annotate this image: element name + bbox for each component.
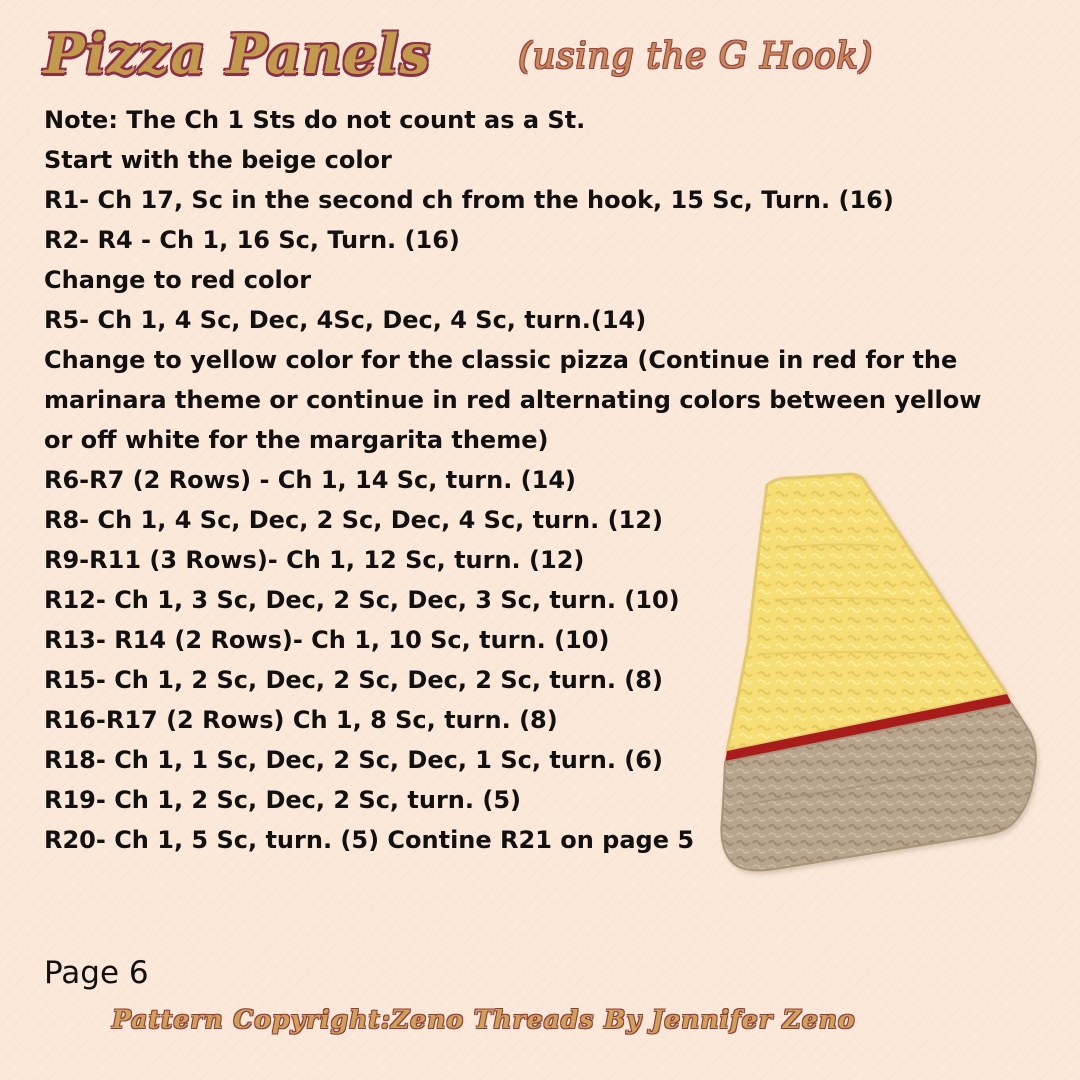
crochet-pizza-slice-icon bbox=[720, 470, 1050, 880]
instruction-line: R12- Ch 1, 3 Sc, Dec, 2 Sc, Dec, 3 Sc, turn. (10) bbox=[44, 586, 680, 614]
instruction-line: or off white for the margarita theme) bbox=[44, 426, 549, 454]
instruction-line: marinara theme or continue in red alternating colors between yellow bbox=[44, 386, 982, 414]
instruction-line: R13- R14 (2 Rows)- Ch 1, 10 Sc, turn. (10) bbox=[44, 626, 610, 654]
title-row bbox=[44, 22, 1044, 98]
instruction-line: R6-R7 (2 Rows) - Ch 1, 14 Sc, turn. (14) bbox=[44, 466, 577, 494]
page-number: Page 6 bbox=[44, 955, 149, 991]
instruction-line: R2- R4 - Ch 1, 16 Sc, Turn. (16) bbox=[44, 226, 460, 254]
instruction-line: R19- Ch 1, 2 Sc, Dec, 2 Sc, turn. (5) bbox=[44, 786, 521, 814]
instruction-line: R16-R17 (2 Rows) Ch 1, 8 Sc, turn. (8) bbox=[44, 706, 558, 734]
instruction-line: R5- Ch 1, 4 Sc, Dec, 4Sc, Dec, 4 Sc, turn.(14) bbox=[44, 306, 647, 334]
instruction-line: R1- Ch 17, Sc in the second ch from the hook, 15 Sc, Turn. (16) bbox=[44, 186, 894, 214]
page-title: Pizza Panels bbox=[44, 22, 431, 86]
instruction-line: R8- Ch 1, 4 Sc, Dec, 2 Sc, Dec, 4 Sc, turn. (12) bbox=[44, 506, 663, 534]
pizza-slice-svg bbox=[720, 470, 1050, 880]
instruction-line: R20- Ch 1, 5 Sc, turn. (5) Contine R21 on page 5 bbox=[44, 826, 695, 854]
instruction-line: Change to red color bbox=[44, 266, 312, 294]
pizza-slice-shape bbox=[721, 474, 1035, 870]
instruction-line: Start with the beige color bbox=[44, 146, 392, 174]
instruction-line: Note: The Ch 1 Sts do not count as a St. bbox=[44, 106, 586, 134]
instruction-line: R18- Ch 1, 1 Sc, Dec, 2 Sc, Dec, 1 Sc, turn. (6) bbox=[44, 746, 663, 774]
page-subtitle: (using the G Hook) bbox=[518, 36, 874, 77]
copyright-text: Pattern Copyright:Zeno Threads By Jennifer Zeno bbox=[112, 1005, 856, 1034]
instruction-line: R15- Ch 1, 2 Sc, Dec, 2 Sc, Dec, 2 Sc, turn. (8) bbox=[44, 666, 663, 694]
instruction-line: R9-R11 (3 Rows)- Ch 1, 12 Sc, turn. (12) bbox=[44, 546, 585, 574]
instruction-line: Change to yellow color for the classic pizza (Continue in red for the bbox=[44, 346, 958, 374]
